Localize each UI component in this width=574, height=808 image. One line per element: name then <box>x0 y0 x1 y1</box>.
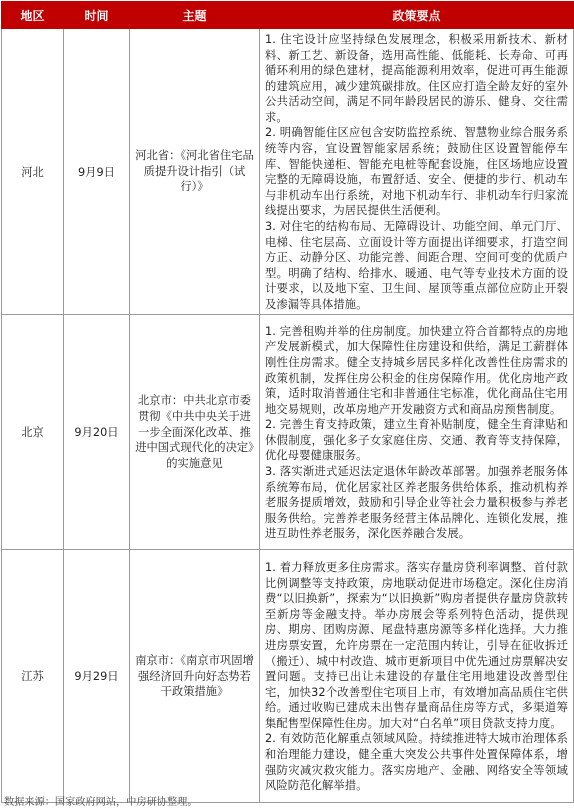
policy-table <box>1 1 574 803</box>
region-cell: 河北 <box>2 29 64 315</box>
points-cell <box>260 315 574 550</box>
header-region: 地区 <box>2 2 64 29</box>
header-date: 时间 <box>64 2 130 29</box>
source-footnote: 数据来源：国家政府网站，中房研协整理。 <box>4 797 198 808</box>
policy-point: 2. 完善生育支持政策，建立生育补贴制度，健全生育津贴和休假制度，强化多子女家庭住房、交通、教育等支持保障，优化母婴健康服务。 <box>265 418 568 463</box>
topic-text: 河北省：《河北省住宅品质提升设计指引（试行）》 <box>135 149 254 194</box>
header-row <box>2 2 574 29</box>
policy-point: 2. 有效防范化解重点领域风险。持续推进特大城市治理体系和治理能力建设，健全重大突发公共事件处置保障体系，增强防灾减灾救灾能力。落实房地产、金融、网络安全等领域风险防范化解举措。 <box>265 732 568 793</box>
topic-text: 南京市：《南京市巩固增强经济回升向好态势若干政策措施》 <box>135 654 254 699</box>
table-row <box>2 315 574 550</box>
date-cell: 9月20日 <box>64 315 130 550</box>
points-cell <box>260 29 574 315</box>
date-cell: 9月9日 <box>64 29 130 315</box>
policy-point: 3. 落实渐进式延迟法定退休年龄改革部署。加强养老服务体系统筹布局，优化居家社区养老服务供给体系，推动机构养老服务提质增效，鼓励和引导企业等社会力量积极参与养老服务供给。完善养老服务经营主体品牌化、连锁化发展，推进互助性养老服务，深化医养融合发展。 <box>265 465 568 541</box>
policy-point: 2. 明确智能住区应包含安防监控系统、智慧物业综合服务系统等内容，宜设置智能家居系统；鼓励住区设置智能停车库、智能快递柜、智能充电桩等配套设施，住区场地应设置完整的无障碍设施，布置舒适、安全、便捷的步行、机动车与非机动车出行系统，对地下机动车行、非机动车行归家流线提出要求，为居民提供生活便利。 <box>265 126 568 218</box>
topic-text: 北京市：中共北京市委贯彻《中共中央关于进一步全面深化改革、推进中国式现代化的决定》的实施意见 <box>135 394 254 470</box>
policy-point: 1. 完善租购并举的住房制度。加快建立符合首都特点的房地产发展新模式，加大保障性住房建设和供给，满足工薪群体刚性住房需求。健全支持城乡居民多样化改善性住房需求的政策机制，发挥住房公积金的住房保障作用。优化房地产政策，适时取消普通住宅和非普通住宅标准，优化商品住宅用地交易规则，改革房地产开发融资方式和商品房预售制度。 <box>265 324 568 416</box>
header-points: 政策要点 <box>260 2 574 29</box>
date-cell: 9月29日 <box>64 550 130 803</box>
policy-point: 1. 着力释放更多住房需求。落实存量房贷利率调整、首付款比例调整等支持政策，房地联动促进市场稳定。深化住房消费“以旧换新”，探索为“以旧换新”购房者提供存量房贷款转至新房等金融支持。举办房展会等系列特色活动，提供现房、期房、团购房源、尾盘特惠房源等多样化选择。大力推进房票安置，允许房票在一定范围内转让，引导在征收拆迁（搬迁）、城中村改造、城市更新项目中优先通过房票解决安置问题。支持已出让未建设的存量住宅用地建设改善型住宅，加快32个改善型住宅项目上市，有效增加高品质住宅供给。通过收购已建成未出售存量商品住房等方式，多渠道筹集配售型保障性住房。加大对“白名单”项目贷款支持力度。 <box>265 561 568 730</box>
header-topic: 主题 <box>130 2 260 29</box>
table-row <box>2 550 574 803</box>
policy-point: 1. 住宅设计应坚持绿色发展理念，积极采用新技术、新材料、新工艺、新设备，选用高性能、低能耗、长寿命、可再循环利用的绿色建材，提高能源利用效率，促进可再生能源的建筑应用，减少建筑碳排放。住区应打造全龄友好的室外公共活动空间，满足不同年龄段居民的游乐、健身、交往需求。 <box>265 33 568 124</box>
policy-point: 3. 对住宅的结构布局、无障碍设计、功能空间、单元门厅、电梯、住宅层高、立面设计等方面提出详细要求，打造空间方正、动静分区、功能完善、间距合理、空间可变的优质户型。明确了结构、给排水、暖通、电气等专业技术方面的设计要求，以及地下室、卫生间、屋顶等重点部位应防止开裂及渗漏等具体措施。 <box>265 219 568 311</box>
region-cell: 北京 <box>2 315 64 550</box>
region-cell: 江苏 <box>2 550 64 803</box>
topic-cell <box>130 550 260 803</box>
points-cell <box>260 550 574 803</box>
topic-cell <box>130 29 260 315</box>
table-row <box>2 29 574 315</box>
topic-cell <box>130 315 260 550</box>
